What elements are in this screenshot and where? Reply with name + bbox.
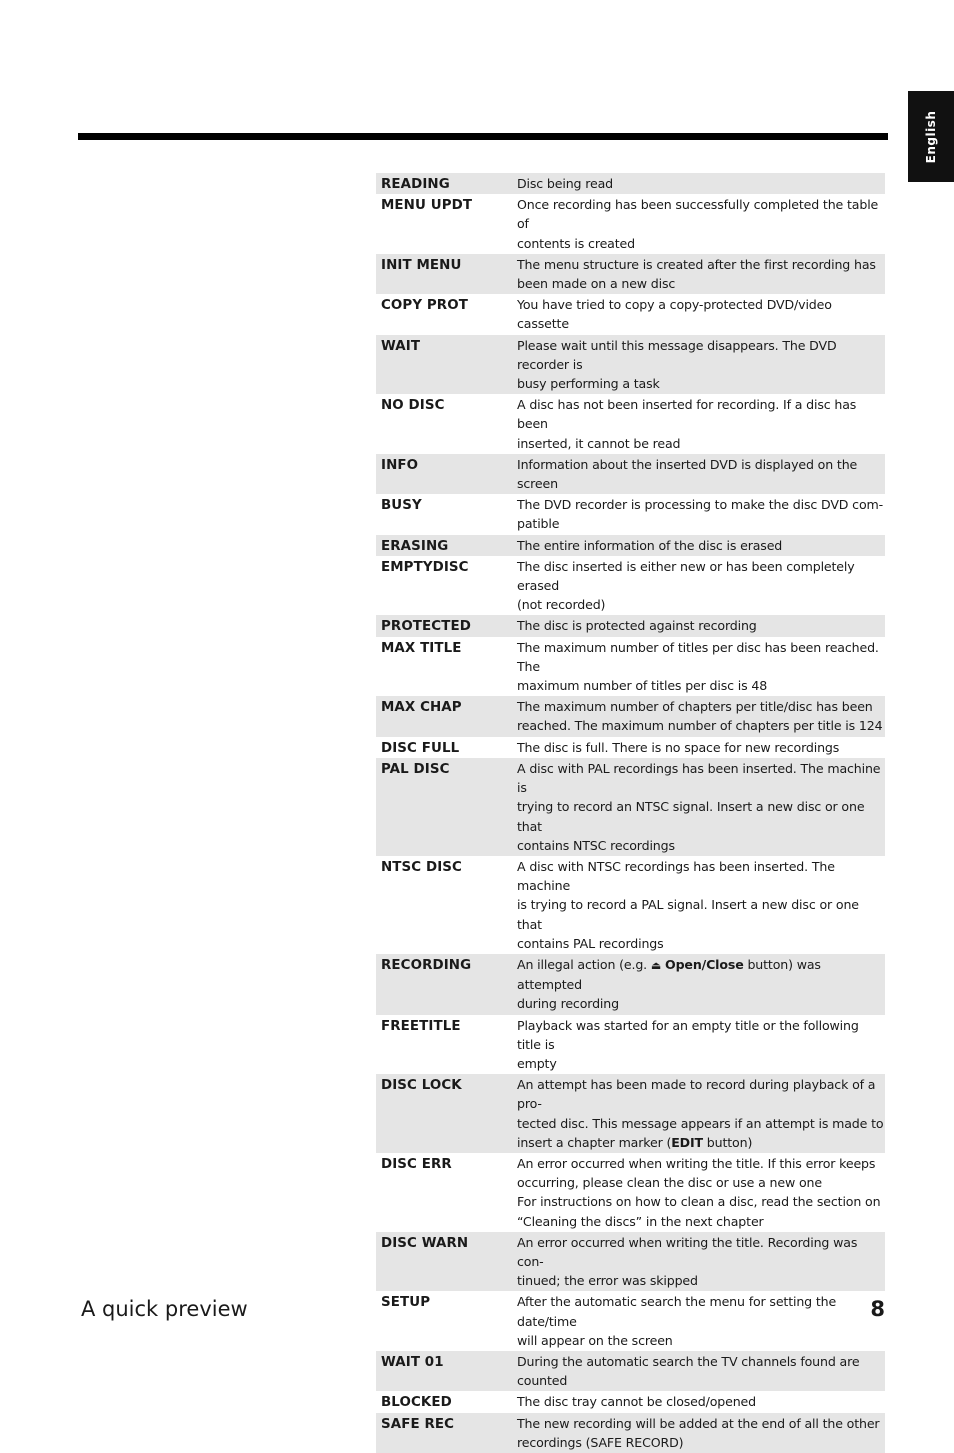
language-tab-label: English (924, 110, 938, 163)
message-code: COPY PROT (381, 298, 468, 314)
message-description (512, 1413, 885, 1453)
description-line: contains NTSC recordings (517, 837, 675, 853)
message-row (376, 954, 885, 1015)
message-row (376, 1413, 885, 1453)
message-description (512, 294, 885, 334)
message-code: PROTECTED (376, 615, 512, 636)
description-line: The menu structure is created after the first recording has (517, 256, 876, 272)
description-line: during recording (517, 996, 619, 1012)
description-line: The disc inserted is either new or has been completely erased (517, 558, 855, 594)
message-description (512, 254, 885, 294)
message-code: SETUP (381, 1295, 431, 1311)
message-row (376, 737, 885, 758)
description-line: The maximum number of chapters per title/disc has been (517, 699, 873, 715)
message-description (512, 335, 885, 395)
message-description (512, 615, 885, 636)
message-row (376, 494, 885, 534)
message-description (512, 1015, 885, 1075)
description-line: been made on a new disc (517, 276, 676, 292)
message-description (512, 194, 885, 254)
message-row (376, 556, 885, 616)
message-row (376, 335, 885, 395)
message-description (512, 556, 885, 616)
message-description (512, 1074, 885, 1153)
message-code: BLOCKED (381, 1395, 452, 1411)
message-code: WAIT 01 (376, 1351, 512, 1391)
message-row (376, 696, 885, 736)
message-description (512, 394, 885, 454)
message-code: EMPTYDISC (381, 559, 469, 575)
description-line: will appear on the screen (517, 1332, 673, 1348)
description-line: The disc is full. There is no space for new recordings (517, 739, 840, 755)
message-code: RECORDING (376, 954, 512, 1015)
message-row (376, 254, 885, 294)
message-code: SAFE REC (376, 1413, 512, 1453)
eject-icon: ⏏ (650, 958, 662, 972)
message-row (376, 637, 885, 697)
description-line: recordings (SAFE RECORD) (517, 1434, 684, 1450)
language-tab (908, 91, 954, 182)
message-code: NO DISC (381, 398, 445, 414)
message-description (512, 1351, 885, 1391)
message-row (376, 615, 885, 636)
description-line: maximum number of titles per disc is 48 (517, 678, 768, 694)
message-code: INFO (376, 454, 512, 494)
message-code: MENU UPDT (381, 198, 473, 214)
message-description (512, 758, 885, 856)
message-row (376, 1015, 885, 1075)
message-description (512, 535, 885, 556)
message-code: DISC LOCK (376, 1074, 512, 1153)
description-line: “Cleaning the discs” in the next chapter (517, 1213, 764, 1229)
description-text: button) (702, 1134, 753, 1150)
message-row (376, 1232, 885, 1292)
description-line: inserted, it cannot be read (517, 435, 681, 451)
description-line: trying to record an NTSC signal. Insert a new disc or one that (517, 799, 865, 834)
description-line: An error occurred when writing the title. If this error keeps (517, 1155, 876, 1171)
message-description (512, 637, 885, 697)
message-code: READING (376, 173, 512, 194)
message-row (376, 1391, 885, 1412)
messages-table-body (376, 173, 885, 1453)
description-line: The maximum number of titles per disc has been reached. The (517, 639, 879, 674)
message-code: NTSC DISC (381, 859, 462, 875)
message-row (376, 1153, 885, 1232)
message-description (512, 1391, 885, 1412)
description-line: tected disc. This message appears if an attempt is made to (517, 1115, 884, 1131)
message-description (512, 173, 885, 194)
description-line: A disc with PAL recordings has been inserted. The machine is (517, 760, 881, 796)
message-code: WAIT (376, 335, 512, 395)
description-line: For instructions on how to clean a disc, read the section on (517, 1194, 881, 1210)
description-line: The entire information of the disc is erased (517, 537, 783, 553)
description-line: A disc with NTSC recordings has been inserted. The machine (517, 858, 835, 894)
message-row (376, 1291, 885, 1351)
message-description (512, 737, 885, 758)
message-code: DISC ERR (381, 1156, 452, 1172)
message-row (376, 394, 885, 454)
description-text: An illegal action (e.g. (517, 956, 651, 972)
message-row (376, 856, 885, 954)
message-row (376, 1074, 885, 1153)
message-code: MAX CHAP (376, 696, 512, 736)
message-row (376, 194, 885, 254)
message-description (512, 856, 885, 954)
description-line: The disc is protected against recording (517, 618, 757, 634)
message-code: FREETITLE (381, 1018, 461, 1034)
description-text: button) was attempted (517, 956, 821, 993)
description-line: empty (517, 1055, 557, 1071)
message-code: BUSY (381, 498, 422, 514)
message-row (376, 294, 885, 334)
description-line: Disc being read (517, 176, 614, 191)
header-rule (78, 133, 888, 140)
description-line: An error occurred when writing the title. Recording was con- (517, 1234, 858, 1269)
message-description (512, 1291, 885, 1351)
description-line: A disc has not been inserted for recording. If a disc has been (517, 397, 857, 432)
description-line: Playback was started for an empty title or the following title is (517, 1017, 859, 1052)
description-line: is trying to record a PAL signal. Insert a new disc or one that (517, 897, 859, 932)
message-description (512, 1232, 885, 1292)
button-name: Open/Close (665, 956, 744, 972)
description-line: contains PAL recordings (517, 935, 664, 951)
description-line: busy performing a task (517, 376, 660, 392)
description-line: (not recorded) (517, 597, 606, 613)
description-line: Once recording has been successfully completed the table of (517, 197, 879, 232)
message-description (512, 494, 885, 534)
description-line: The new recording will be added at the end of all the other (517, 1415, 880, 1431)
message-row (376, 454, 885, 494)
footer-section-title: A quick preview (81, 1297, 248, 1321)
message-code: PAL DISC (376, 758, 512, 856)
description-line: reached. The maximum number of chapters per title is 124 (517, 718, 883, 734)
description-line: The DVD recorder is processing to make the disc DVD com- (517, 497, 884, 513)
description-line: tinued; the error was skipped (517, 1273, 698, 1289)
description-text: insert a chapter marker ( (517, 1134, 672, 1150)
description-line: The disc tray cannot be closed/opened (517, 1394, 756, 1410)
description-line: patible (517, 516, 560, 532)
message-row (376, 1351, 885, 1391)
message-description (512, 454, 885, 494)
message-row (376, 758, 885, 856)
message-description (512, 954, 885, 1015)
message-code: INIT MENU (376, 254, 512, 294)
button-name: EDIT (671, 1134, 703, 1150)
message-code: DISC FULL (381, 740, 460, 756)
message-description (512, 1153, 885, 1232)
message-description (512, 696, 885, 736)
message-code: DISC WARN (376, 1232, 512, 1292)
description-line: Please wait until this message disappears. The DVD recorder is (517, 337, 837, 372)
description-line: Information about the inserted DVD is displayed on the screen (517, 456, 858, 492)
message-row (376, 535, 885, 556)
description-line: occurring, please clean the disc or use a new one (517, 1175, 822, 1191)
description-line: counted (517, 1373, 568, 1389)
display-messages-table (376, 173, 885, 1453)
description-line: During the automatic search the TV channels found are (517, 1353, 860, 1369)
message-code: ERASING (376, 535, 512, 556)
description-line: After the automatic search the menu for setting the date/time (517, 1294, 837, 1329)
message-row (376, 173, 885, 194)
description-line: You have tried to copy a copy-protected DVD/video cassette (517, 297, 832, 332)
message-code: MAX TITLE (381, 640, 462, 656)
page-number: 8 (870, 1297, 885, 1321)
description-line: contents is created (517, 235, 635, 251)
description-line: An attempt has been made to record during playback of a pro- (517, 1077, 876, 1112)
